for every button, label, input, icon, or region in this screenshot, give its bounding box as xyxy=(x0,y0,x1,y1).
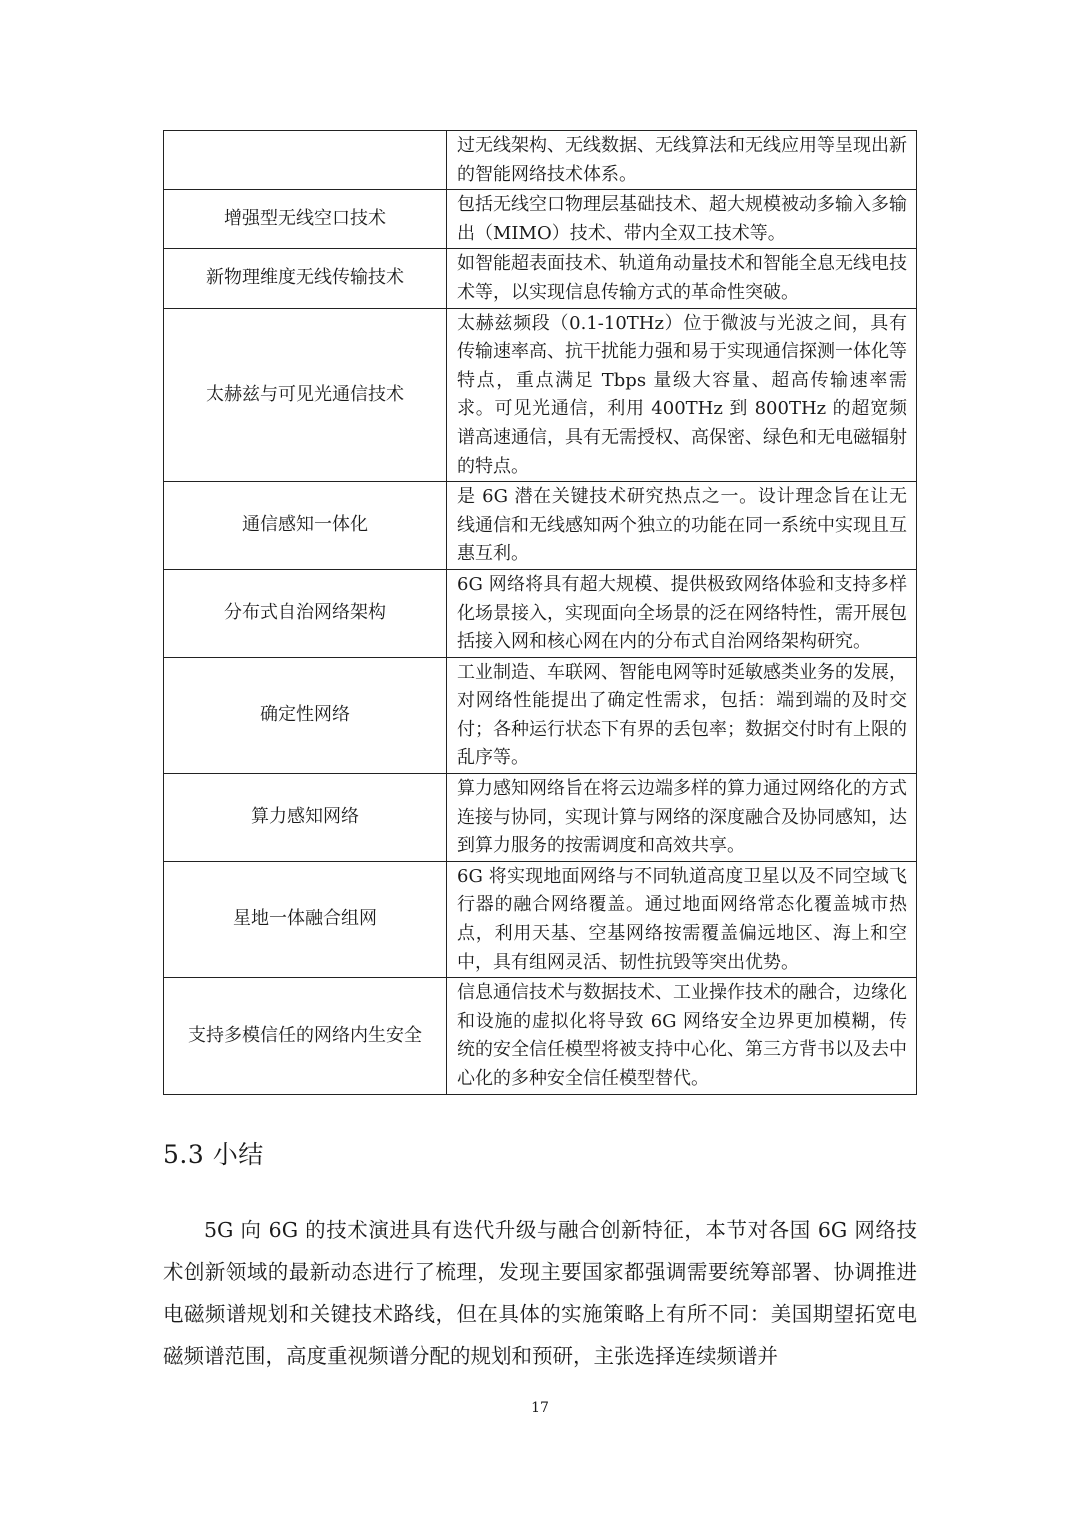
table-row xyxy=(164,482,917,570)
technology-description-cell: 6G 网络将具有超大规模、提供极致网络体验和支持多样化场景接入，实现面向全场景的泛在网络特性，需开展包括接入网和核心网在内的分布式自治网络架构研究。 xyxy=(447,569,917,657)
table-row xyxy=(164,861,917,977)
table-row xyxy=(164,249,917,308)
technology-description-cell: 6G 将实现地面网络与不同轨道高度卫星以及不同空域飞行器的融合网络覆盖。通过地面网络常态化覆盖城市热点，利用天基、空基网络按需覆盖偏远地区、海上和空中，具有组网灵活、韧性抗毁等突出优势。 xyxy=(447,861,917,977)
technology-description-cell: 信息通信技术与数据技术、工业操作技术的融合，边缘化和设施的虚拟化将导致 6G 网络安全边界更加模糊，传统的安全信任模型将被支持中心化、第三方背书以及去中心化的多种安全信任模型替代。 xyxy=(447,978,917,1094)
technology-name-cell: 确定性网络 xyxy=(164,657,447,773)
technology-description-cell: 包括无线空口物理层基础技术、超大规模被动多输入多输出（MIMO）技术、带内全双工技术等。 xyxy=(447,190,917,249)
technology-name-cell xyxy=(164,131,447,190)
table-row xyxy=(164,569,917,657)
technology-name-cell: 支持多模信任的网络内生安全 xyxy=(164,978,447,1094)
technology-name-cell: 通信感知一体化 xyxy=(164,482,447,570)
page-number: 17 xyxy=(531,1400,549,1416)
technology-name-cell: 增强型无线空口技术 xyxy=(164,190,447,249)
table-row xyxy=(164,978,917,1094)
technology-description-cell: 算力感知网络旨在将云边端多样的算力通过网络化的方式连接与协同，实现计算与网络的深度融合及协同感知，达到算力服务的按需调度和高效共享。 xyxy=(447,774,917,862)
table-row xyxy=(164,308,917,482)
technology-name-cell: 星地一体融合组网 xyxy=(164,861,447,977)
technology-name-cell: 算力感知网络 xyxy=(164,774,447,862)
technology-name-cell: 新物理维度无线传输技术 xyxy=(164,249,447,308)
table-row xyxy=(164,774,917,862)
technology-table xyxy=(163,130,917,1095)
table-row xyxy=(164,190,917,249)
section-heading: 5.3 小结 xyxy=(163,1140,264,1169)
body-paragraph: 5G 向 6G 的技术演进具有迭代升级与融合创新特征，本节对各国 6G 网络技术创新领域的最新动态进行了梳理，发现主要国家都强调需要统筹部署、协调推进电磁频谱规划和关键技术路线，但在具体的实施策略上有所不同：美国期望拓宽电磁频谱范围，高度重视频谱分配的规划和预研，主张选择连续频谱并 xyxy=(163,1218,917,1368)
table-row xyxy=(164,131,917,190)
technology-name-cell: 太赫兹与可见光通信技术 xyxy=(164,308,447,482)
technology-description-cell: 太赫兹频段（0.1-10THz）位于微波与光波之间，具有传输速率高、抗干扰能力强和易于实现通信探测一体化等特点，重点满足 Tbps 量级大容量、超高传输速率需求。可见光通信，利用 400THz 到 800THz 的超宽频谱高速通信，具有无需授权、高保密、绿色和无电磁辐射的特点。 xyxy=(447,308,917,482)
technology-name-cell: 分布式自治网络架构 xyxy=(164,569,447,657)
technology-description-cell: 过无线架构、无线数据、无线算法和无线应用等呈现出新的智能网络技术体系。 xyxy=(447,131,917,190)
table-row xyxy=(164,657,917,773)
technology-description-cell: 工业制造、车联网、智能电网等时延敏感类业务的发展，对网络性能提出了确定性需求，包括：端到端的及时交付；各种运行状态下有界的丢包率；数据交付时有上限的乱序等。 xyxy=(447,657,917,773)
technology-description-cell: 如智能超表面技术、轨道角动量技术和智能全息无线电技术等，以实现信息传输方式的革命性突破。 xyxy=(447,249,917,308)
technology-description-cell: 是 6G 潜在关键技术研究热点之一。设计理念旨在让无线通信和无线感知两个独立的功能在同一系统中实现且互惠互利。 xyxy=(447,482,917,570)
